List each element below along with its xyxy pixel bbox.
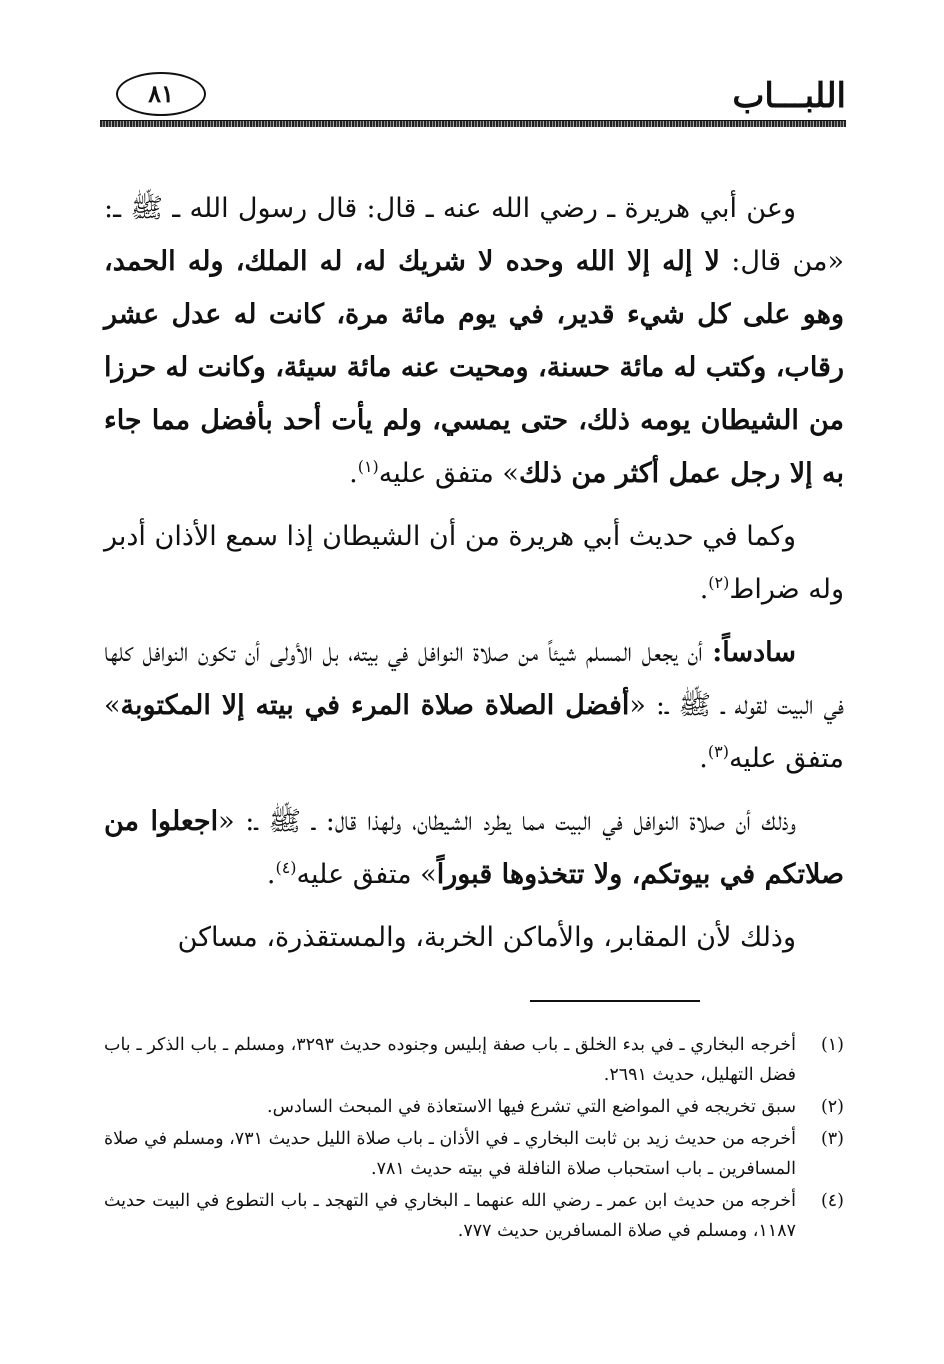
- paragraph-text: وكما في حديث أبي هريرة من أن الشيطان إذا سمع الأذان أدبر وله ضراط: [104, 521, 844, 605]
- footnote-number: (١): [820, 1035, 844, 1055]
- sentence-end: .: [266, 859, 276, 890]
- paragraph-text: » متفق عليه: [378, 458, 519, 489]
- footnote-number: (٤): [820, 1191, 844, 1211]
- footnote-text: أخرجه من حديث زيد بن ثابت البخاري ـ في الأذان ـ باب صلاة الليل حديث ٧٣١، ومسلم في صلاة المسافرين ـ باب استحباب صلاة النافلة في بيته حديث ٧٨١.: [104, 1129, 796, 1179]
- section-lead: سادساً:: [712, 637, 796, 668]
- hadith-text: لا إله إلا الله وحده لا شريك له، له الملك، وله الحمد، وهو على كل شيء قدير، في يوم مائة مرة، كانت له عدل عشر رقاب، وكتب له مائة حسنة، ومحيت عنه مائة سيئة، وكانت له حرزا من الشيطان يومه ذلك، حتى يمسي، ولم يأت أحد بأفضل مما جاء به إلا رجل عمل أكثر من ذلك: [104, 246, 844, 489]
- paragraph-text: وعن أبي هريرة ـ رضي الله عنه ـ قال: قال رسول الله ـ ﷺ ـ: «من قال:: [104, 193, 844, 277]
- sentence-end: .: [699, 574, 709, 605]
- footnote-4: [104, 1186, 844, 1246]
- paragraph-text: » متفق عليه: [296, 859, 437, 890]
- page-header: [100, 70, 846, 130]
- footnote-text: أخرجه البخاري ـ في بدء الخلق ـ باب صفة إبليس وجنوده حديث ٣٢٩٣، ومسلم ـ باب الذكر ـ باب فضل التهليل، حديث ٢٦٩١.: [104, 1035, 796, 1085]
- footnote-number: (٢): [820, 1097, 844, 1117]
- footnote-ref: (٢): [708, 573, 730, 592]
- footnote-text: أخرجه من حديث ابن عمر ـ رضي الله عنهما ـ البخاري في التهجد ـ باب التطوع في البيت حديث ١١٨٧، ومسلم في صلاة المسافرين حديث ٧٧٧.: [104, 1191, 796, 1241]
- footnote-ref: (١): [357, 457, 379, 476]
- paragraph-3: [104, 626, 844, 785]
- hadith-text: اجعلوا من صلاتكم في بيوتكم، ولا تتخذوها قبوراً: [104, 806, 844, 890]
- page-number: ٨١: [116, 72, 206, 116]
- footnote-3: [104, 1124, 844, 1184]
- footnote-ref: (٤): [275, 858, 297, 877]
- footnote-separator: [530, 1000, 700, 1002]
- footnote-text: سبق تخريجه في المواضع التي تشرع فيها الاستعاذة في المبحث السادس.: [267, 1097, 796, 1117]
- footnote-2: [104, 1092, 844, 1122]
- sentence-end: .: [699, 743, 708, 774]
- sentence-end: .: [349, 458, 358, 489]
- paragraph-4: [104, 795, 844, 901]
- paragraph-text: وذلك أن صلاة النوافل في البيت مما يطرد الشيطان، ولهذا قال: ـ ﷺ ـ: «: [218, 806, 796, 837]
- footnotes: [104, 1030, 844, 1248]
- paragraph-1: [104, 182, 844, 500]
- hadith-text: أفضل الصلاة صلاة المرء في بيته إلا المكتوبة: [120, 690, 630, 721]
- footnote-number: (٣): [820, 1129, 844, 1149]
- paragraph-2: [104, 510, 844, 616]
- footnote-ref: (٣): [707, 742, 729, 761]
- paragraph-5: [104, 911, 844, 964]
- running-title: اللبـــاب: [732, 76, 846, 116]
- footnote-1: [104, 1030, 844, 1090]
- main-text: [104, 182, 844, 974]
- paragraph-text: » متفق عليه: [104, 690, 844, 774]
- header-rule: [100, 120, 846, 127]
- paragraph-text: وذلك لأن المقابر، والأماكن الخربة، والمستقذرة، مساكن: [177, 922, 796, 953]
- paragraph-text: أن يجعل المسلم شيئاً من صلاة النوافل في بيته، بل الأولى أن تكون النوافل كلها في البيت لقوله ـ ﷺ ـ: «: [104, 637, 845, 721]
